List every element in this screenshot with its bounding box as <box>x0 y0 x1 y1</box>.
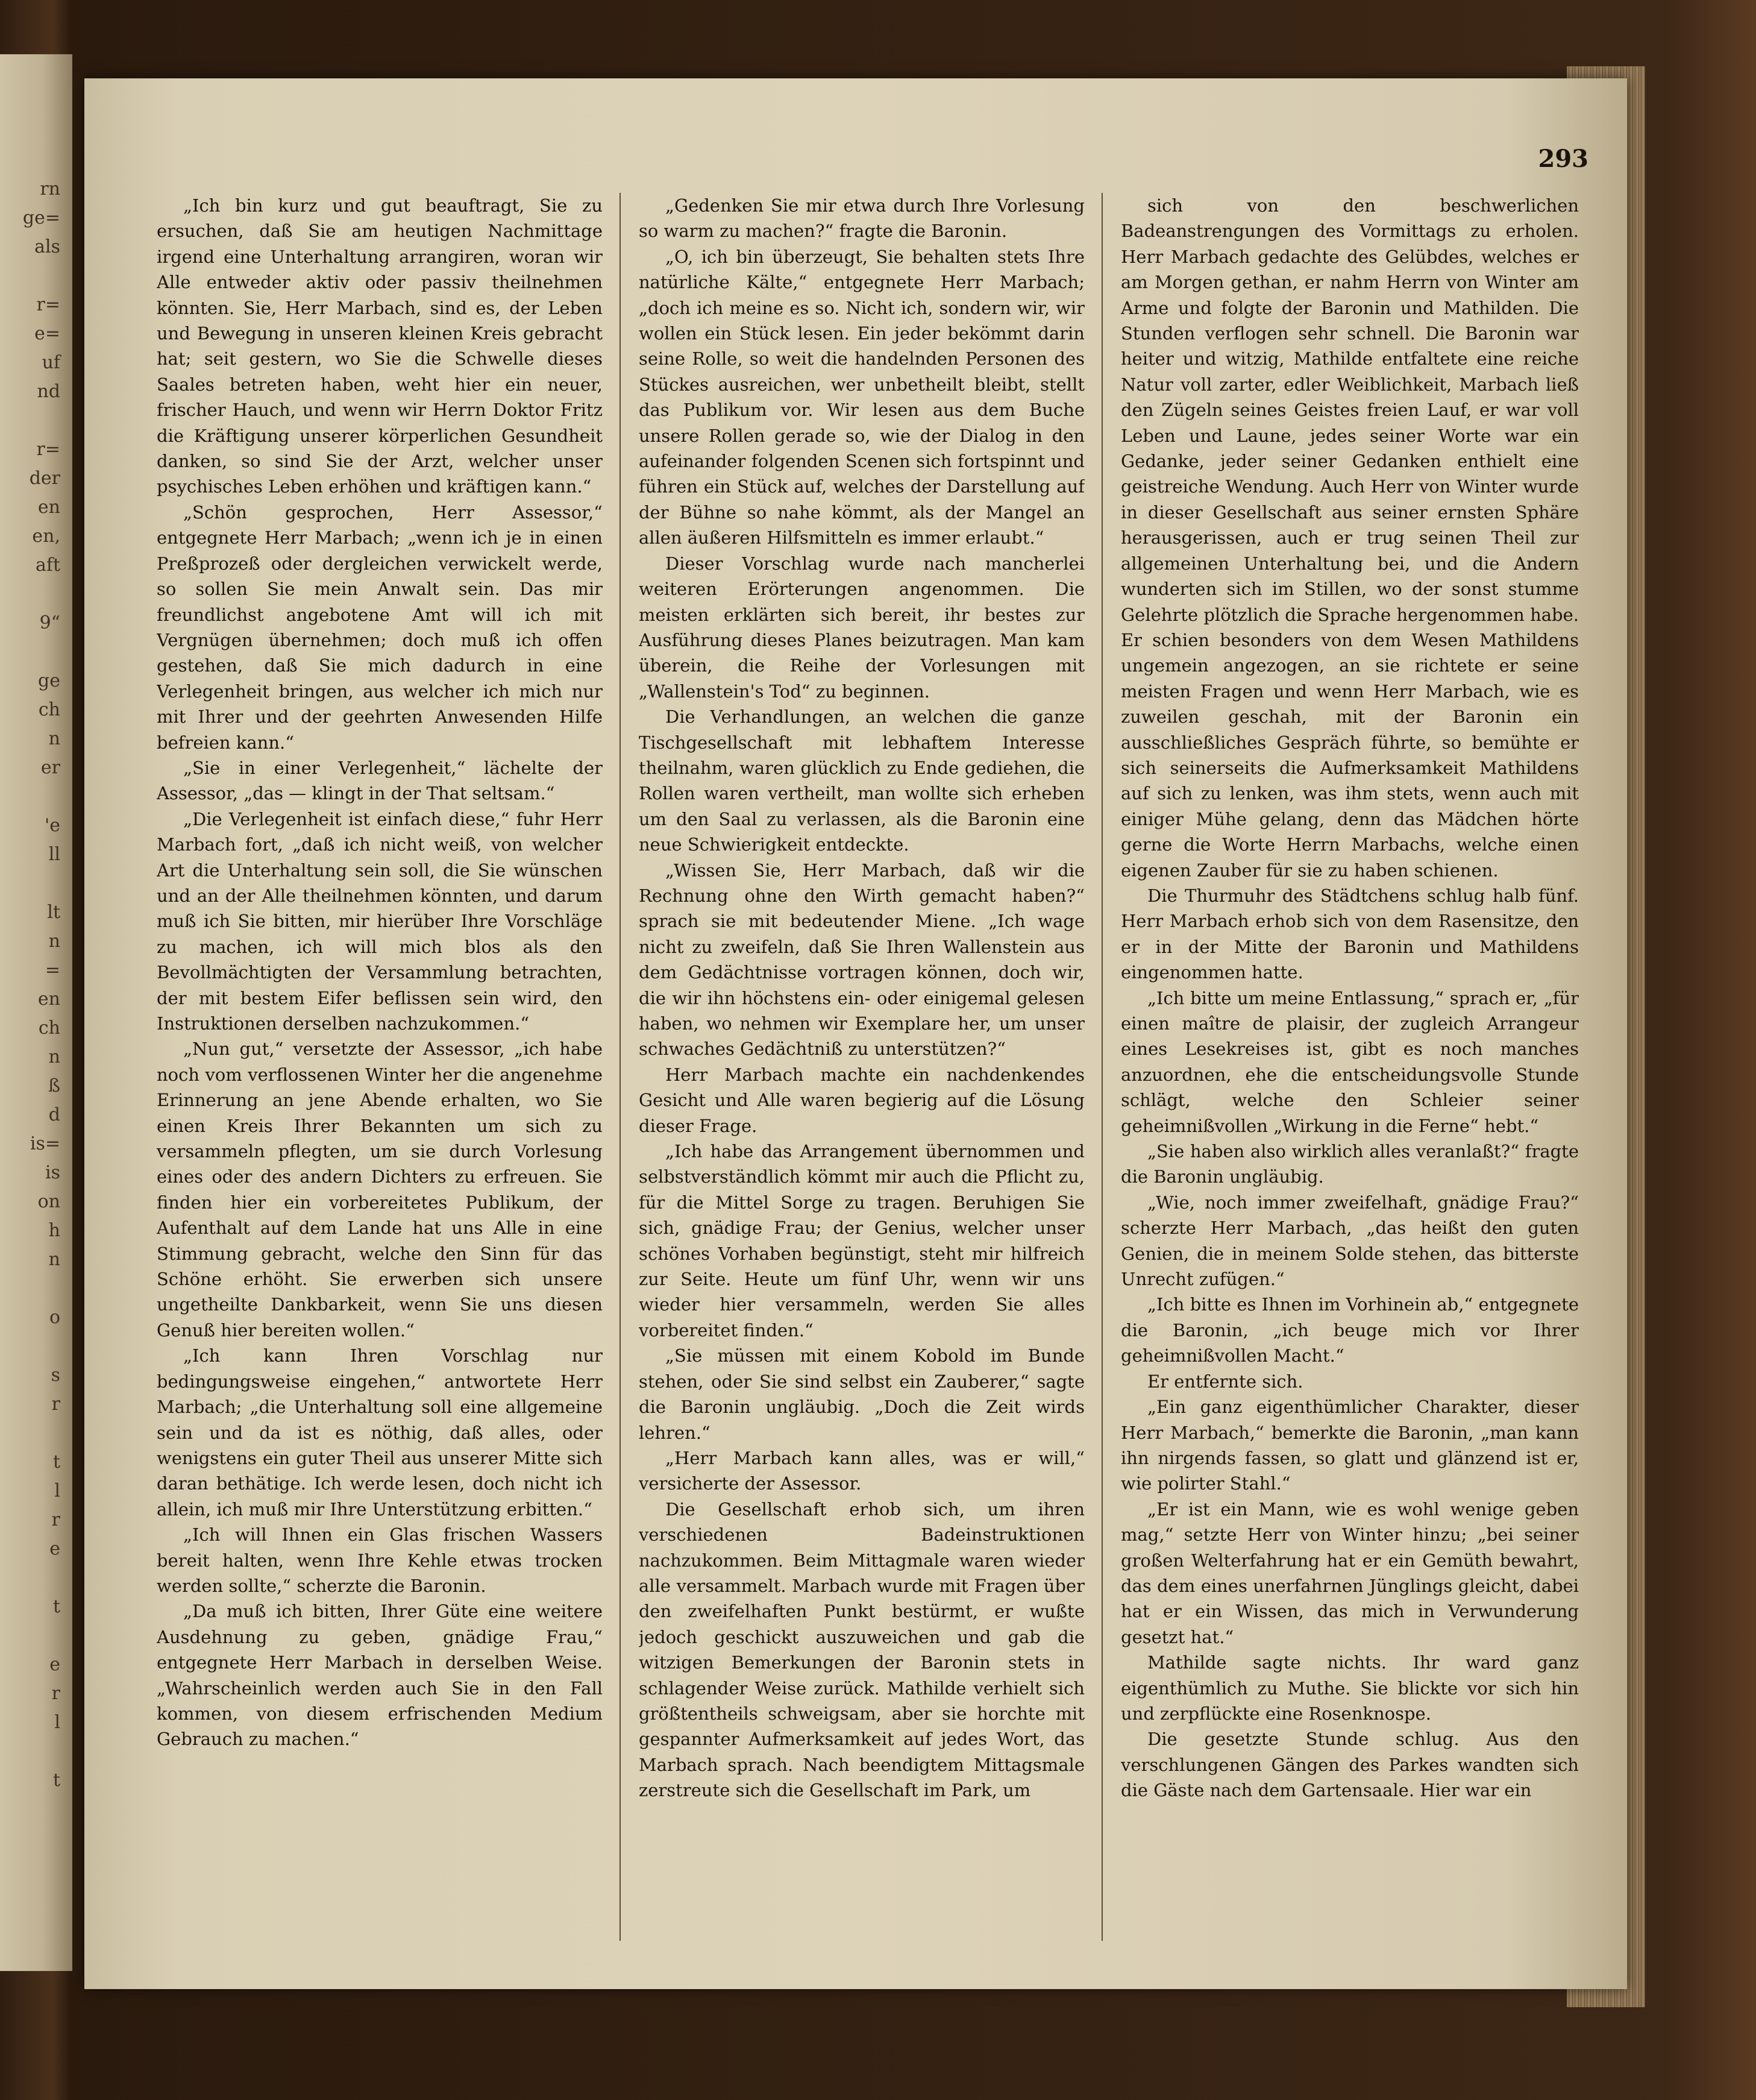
paragraph: Mathilde sagte nichts. Ihr ward ganz eigenthümlich zu Muthe. Sie blickte vor sich hin und zerpflückte eine Rosenknospe. <box>1121 1652 1579 1724</box>
paragraph: „Ich kann Ihren Vorschlag nur bedingungsweise eingehen,“ antwortete Herr Marbach; „die Unterhaltung soll eine allgemeine sein und da ist es nöthig, daß alles, oder wenigstens ein guter Theil aus unserer Mitte sich daran bethätige. Ich werde lesen, doch nicht ich allein, ich muß mir Ihre Unterstützung erbitten.“ <box>157 1345 603 1520</box>
paragraph: „O, ich bin überzeugt, Sie behalten stets Ihre natürliche Kälte,“ entgegnete Herr Marbach; „doch ich meine es so. Nicht ich, sondern wir, wir wollen ein Stück lesen. Ein jeder bekömmt darin seine Rolle, so weit die handelnden Personen des Stückes ausreichen, wer unbetheilt bleibt, stellt das Publikum vor. Wir lesen aus dem Buche unsere Rollen gerade so, wie der Dialog in den aufeinander folgenden Scenen sich fortspinnt und führen ein Stück auf, welches der Darstellung auf der Bühne so nahe kömmt, als der Mangel an allen äußeren Hilfsmitteln es immer erlaubt.“ <box>639 246 1085 549</box>
paragraph: Herr Marbach machte ein nachdenkendes Gesicht und Alle waren begierig auf die Lösung dieser Frage. <box>639 1064 1085 1136</box>
paragraph: „Ein ganz eigenthümlicher Charakter, dieser Herr Marbach,“ bemerkte die Baronin, „man kann ihn nirgends fassen, so glatt und glänzend ist er, wie polirter Stahl.“ <box>1121 1397 1579 1494</box>
paragraph: „Ich will Ihnen ein Glas frischen Wassers bereit halten, wenn Ihre Kehle etwas trocken werden sollte,“ scherzte die Baronin. <box>157 1524 603 1596</box>
paragraph: „Sie in einer Verlegenheit,“ lächelte der Assessor, „das — klingt in der That seltsam.“ <box>157 757 603 804</box>
column-1 <box>157 193 603 1941</box>
paragraph: „Gedenken Sie mir etwa durch Ihre Vorlesung so warm zu machen?“ fragte die Baronin. <box>639 195 1085 242</box>
paragraph: Die Thurmuhr des Städtchens schlug halb fünf. Herr Marbach erhob sich von dem Rasensitze, den er in der Mitte der Baronin und Mathildens eingenommen hatte. <box>1121 885 1579 983</box>
paragraph: „Nun gut,“ versetzte der Assessor, „ich habe noch vom verflossenen Winter her die angenehme Erinnerung an jene Abende erhalten, wo Sie einen Kreis Ihrer Bekannten um sich zu versammeln pflegten, um sie durch Vorlesung eines oder des andern Dichters zu erfreuen. Sie finden hier ein vorbereitetes Publikum, der Aufenthalt auf dem Lande hat uns Alle in eine Stimmung gebracht, welche den Sinn für das Schöne erhöht. Sie erwerben sich unsere ungetheilte Dankbarkeit, wenn Sie uns diesen Genuß hier bereiten wollen.“ <box>157 1039 603 1341</box>
page-number: 293 <box>1538 145 1588 173</box>
paragraph: sich von den beschwerlichen Badeanstrengungen des Vormittags zu erholen. Herr Marbach gedachte des Gelübdes, welches er am Morgen gethan, er nahm Herrn von Winter am Arme und folgte der Baronin und Mathilden. Die Stunden verflogen sehr schnell. Die Baronin war heiter und witzig, Mathilde entfaltete eine reiche Natur voll zarter, edler Weiblichkeit, Marbach ließ den Zügeln seines Geistes freien Lauf, er war voll Leben und Laune, jedes seiner Worte war ein Gedanke, jeder seiner Gedanken enthielt eine geistreiche Wendung. Auch Herr von Winter wurde in dieser Gesellschaft aus seiner ernsten Sphäre herausgerissen, auch er trug seinen Theil zur allgemeinen Unterhaltung bei, und die Andern wunderten sich im Stillen, wo der sonst stumme Gelehrte plötzlich die Sprache hergenommen habe. Er schien besonders von dem Wesen Mathildens ungemein angezogen, an sie richtete er seine meisten Fragen und wenn Herr Marbach, wie es zuweilen geschah, mit der Baronin ein ausschließliches Gespräch führte, so bemühte er sich seinerseits die Aufmerksamkeit Mathildens auf sich zu lenken, was ihm stets, wenn auch mit einiger Mühe gelang, denn das Mädchen hörte gerne die Worte Herrn Marbachs, welche einen eigenen Zauber für sie zu haben schienen. <box>1121 195 1579 881</box>
paragraph: „Wissen Sie, Herr Marbach, daß wir die Rechnung ohne den Wirth gemacht haben?“ sprach sie mit bedeutender Miene. „Ich wage nicht zu zweifeln, daß Sie Ihren Wallenstein aus dem Gedächtnisse vortragen können, doch wir, die wir ihn höchstens ein- oder einigemal gelesen haben, wo nehmen wir Exemplare her, um unser schwaches Gedächtniß zu unterstützen?“ <box>639 860 1085 1060</box>
paragraph: Er entfernte sich. <box>1147 1371 1303 1392</box>
column-divider <box>619 193 621 1941</box>
book-page <box>84 78 1627 1989</box>
left-page-edge <box>0 54 72 1971</box>
column-2 <box>639 193 1085 1941</box>
column-divider <box>1102 193 1103 1941</box>
paragraph: Die gesetzte Stunde schlug. Aus den verschlungenen Gängen des Parkes wandten sich die Gäste nach dem Gartensaale. Hier war ein <box>1121 1729 1579 1801</box>
paragraph: Dieser Vorschlag wurde nach mancherlei weiteren Erörterungen angenommen. Die meisten erklärten sich bereit, ihr bestes zur Ausführung dieses Planes beizutragen. Man kam überein, die Reihe der Vorlesungen mit „Wallenstein's Tod“ zu beginnen. <box>639 553 1085 702</box>
column-3 <box>1121 193 1579 1941</box>
paragraph: Die Gesellschaft erhob sich, um ihren verschiedenen Badeinstruktionen nachzukommen. Beim Mittagmale waren wieder alle versammelt. Marbach wurde mit Fragen über den zweifelhaften Punkt bestürmt, er wußte jedoch geschickt auszuweichen und gab die witzigen Bemerkungen der Baronin stets in schlagender Weise zurück. Mathilde verhielt sich größtentheils schweigsam, aber sie horchte mit gespannter Aufmerksamkeit auf jedes Wort, das Marbach sprach. Nach beendigtem Mittagsmale zerstreute sich die Gesellschaft im Park, um <box>639 1498 1085 1801</box>
paragraph: „Ich bitte es Ihnen im Vorhinein ab,“ entgegnete die Baronin, „ich beuge mich vor Ihrer geheimnißvollen Macht.“ <box>1121 1294 1579 1366</box>
paragraph: „Die Verlegenheit ist einfach diese,“ fuhr Herr Marbach fort, „daß ich nicht weiß, von welcher Art die Unterhaltung sein soll, die Sie wünschen und an der Alle theilnehmen könnten, und darum muß ich Sie bitten, mir hierüber Ihre Vorschläge zu machen, ich will mich blos als den Bevollmächtigten der Versammlung betrachten, der mit bestem Eifer beflissen sein wird, den Instruktionen derselben nachzukommen.“ <box>157 808 603 1034</box>
paragraph: „Er ist ein Mann, wie es wohl wenige geben mag,“ setzte Herr von Winter hinzu; „bei seiner großen Welterfahrung hat er ein Gemüth bewahrt, das dem eines unerfahrnen Jünglings gleicht, dabei hat er ein Wissen, das mich in Verwunderung gesetzt hat.“ <box>1121 1498 1579 1647</box>
paragraph: „Da muß ich bitten, Ihrer Güte eine weitere Ausdehnung zu geben, gnädige Frau,“ entgegnete Herr Marbach in derselben Weise. „Wahrscheinlich werden auch Sie in den Fall kommen, von diesem erfrischenden Medium Gebrauch zu machen.“ <box>157 1601 603 1750</box>
paragraph: „Sie haben also wirklich alles veranlaßt?“ fragte die Baronin ungläubig. <box>1121 1141 1579 1187</box>
text-columns <box>157 193 1579 1941</box>
paragraph: „Schön gesprochen, Herr Assessor,“ entgegnete Herr Marbach; „wenn ich je in einen Preßprozeß oder dergleichen verwickelt werde, so sollen Sie mein Anwalt sein. Das mir freundlichst angebotene Amt will ich mit Vergnügen übernehmen; doch muß ich offen gestehen, daß Sie mich dadurch in eine Verlegenheit bringen, aus welcher ich mich nur mit Ihrer und der geehrten Anwesenden Hilfe befreien kann.“ <box>157 501 603 753</box>
paragraph: „Ich habe das Arrangement übernommen und selbstverständlich kömmt mir auch die Pflicht zu, für die Mittel Sorge zu tragen. Beruhigen Sie sich, gnädige Frau; der Genius, welcher unser schönes Vorhaben begünstigt, steht mir hilfreich zur Seite. Heute um fünf Uhr, wenn wir uns wieder hier versammeln, werden Sie alles vorbereitet finden.“ <box>639 1141 1085 1341</box>
paragraph: Die Verhandlungen, an welchen die ganze Tischgesellschaft mit lebhaftem Interesse theilnahm, waren glücklich zu Ende gediehen, die Rollen waren vertheilt, man wollte sich erheben um den Saal zu verlassen, als die Baronin eine neue Schwierigkeit entdeckte. <box>639 706 1085 855</box>
paragraph: „Wie, noch immer zweifelhaft, gnädige Frau?“ scherzte Herr Marbach, „das heißt den guten Genien, die in meinem Solde stehen, das bitterste Unrecht zufügen.“ <box>1121 1192 1579 1290</box>
paragraph: „Herr Marbach kann alles, was er will,“ versicherte der Assessor. <box>639 1447 1085 1494</box>
paragraph: „Ich bin kurz und gut beauftragt, Sie zu ersuchen, daß Sie am heutigen Nachmittage irgend eine Unterhaltung arrangiren, woran wir Alle entweder aktiv oder passiv theilnehmen könnten. Sie, Herr Marbach, sind es, der Leben und Bewegung in unseren kleinen Kreis gebracht hat; seit gestern, wo Sie die Schwelle dieses Saales betreten haben, weht hier ein neuer, frischer Hauch, und wenn wir Herrn Doktor Fritz die Kräftigung unserer körperlichen Gesundheit danken, so sind Sie der Arzt, welcher unser psychisches Leben erhöhen und kräftigen kann.“ <box>157 195 603 497</box>
paragraph: „Sie müssen mit einem Kobold im Bunde stehen, oder Sie sind selbst ein Zauberer,“ sagte die Baronin ungläubig. „Doch die Zeit wirds lehren.“ <box>639 1345 1085 1443</box>
left-margin-fragments: rn ge= als r= e= uf nd r= der en en, aft 9“ ge ch n er 'e ll lt n = en ch n ß d is= is on h n o s r t l r e t e r l t <box>22 178 60 1791</box>
paragraph: „Ich bitte um meine Entlassung,“ sprach er, „für einen maître de plaisir, der zugleich Arrangeur eines Lesekreises ist, gibt es noch manches anzuordnen, ehe die entscheidungsvolle Stunde schlägt, welche den Schleier seiner geheimnißvollen „Wirkung in die Ferne“ hebt.“ <box>1121 987 1579 1136</box>
